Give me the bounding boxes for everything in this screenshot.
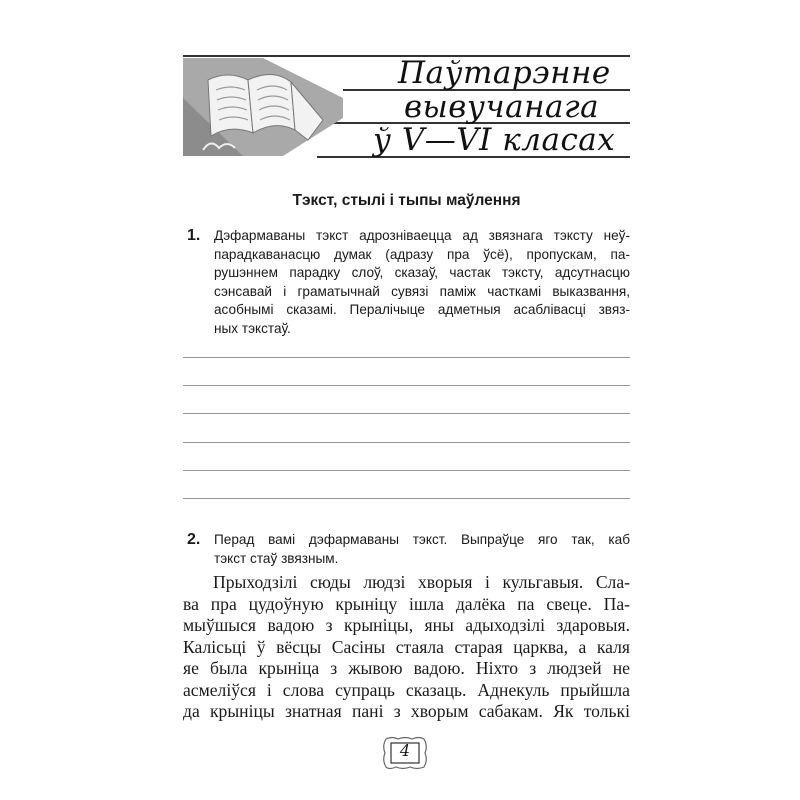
- text-line: асобнымі сказамі. Пералічыце адметныя асаблівасці звяз-: [214, 302, 630, 317]
- text-line: рушэннем парадку слоў, сказаў, частак тэксту, адсутнасцю: [214, 265, 630, 280]
- chapter-title-line-1: Паўтарэнне: [398, 55, 611, 91]
- text-line: да крыніцы знатная пані з хворым сабакам. Як толькі: [183, 701, 630, 721]
- text-line: асмеліўся і слова супраць сказаць. Аднекуль прыйшла: [183, 679, 630, 700]
- text-line: яе была крыніца з жывою вадою. Ніхто з людзей не: [183, 658, 630, 678]
- page-number: 4: [399, 741, 411, 760]
- task-number: 2.: [187, 531, 201, 548]
- text-line: Дэфармаваны тэкст адрозніваецца ад звязнага тэксту неў-: [214, 228, 630, 243]
- text-line: тэкст стаў звязным.: [214, 550, 339, 566]
- deformed-text: [183, 572, 630, 723]
- answer-line[interactable]: [183, 413, 630, 414]
- text-line: сэнсавай і граматычнай сувязі паміж часткамі выказвання,: [214, 283, 630, 299]
- answer-line[interactable]: [183, 470, 630, 471]
- section-title: Тэкст, стылі і тыпы маўлення: [292, 192, 521, 209]
- answer-line[interactable]: [183, 498, 630, 499]
- chapter-title-line-3: ў V—VI класах: [373, 122, 616, 158]
- text-line: Перад вамі дэфармаваны тэкст. Выпраўце яго так, каб: [214, 532, 630, 547]
- text-line: ных тэкстаў.: [214, 320, 291, 336]
- text-line: мыўшыся вадою з крыніцы, яны адыходзілі здаровыя.: [183, 615, 630, 635]
- task-2-text: [214, 531, 630, 568]
- text-line: Калісьці ў вёсцы Сасіны стаяла старая царква, а каля: [183, 636, 630, 657]
- answer-line[interactable]: [183, 385, 630, 386]
- task-number: 1.: [187, 227, 201, 244]
- open-book-icon: [183, 58, 363, 158]
- chapter-title-line-2: вывучанага: [404, 89, 600, 125]
- text-line: ва пра цудоўную крыніцу ішла далёка па свеце. Па-: [183, 593, 630, 614]
- answer-line[interactable]: [183, 357, 630, 358]
- text-line: парадкаванасцю думак (адразу пра ўсё), пропускам, па-: [214, 246, 630, 262]
- text-line: Прыходзілі сюды людзі хворыя і кульгавыя. Сла-: [213, 572, 630, 592]
- task-1-text: [214, 227, 630, 338]
- answer-line[interactable]: [183, 442, 630, 443]
